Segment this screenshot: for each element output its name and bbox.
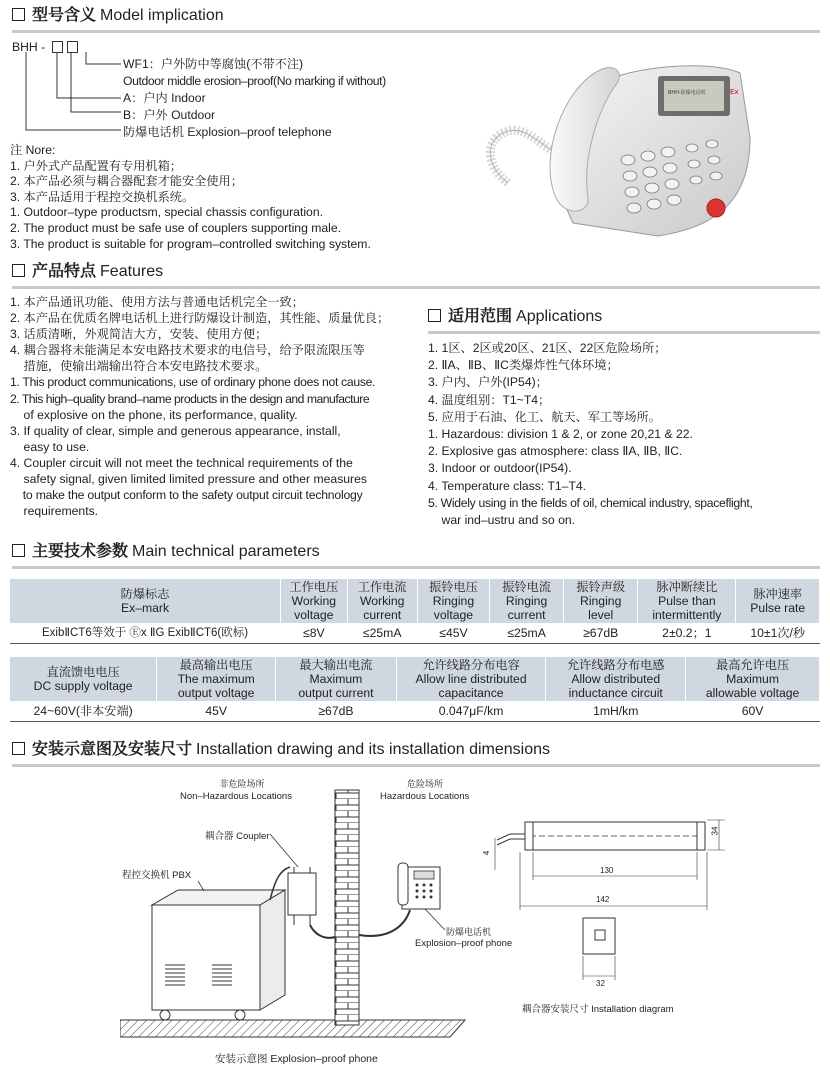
model-b-line: B：户外 Outdoor <box>123 108 216 122</box>
application-line: 2. ⅡA、ⅡB、ⅡC类爆炸性气体环境； <box>428 358 619 373</box>
phone-lcd-text: BHH-防爆电话机 <box>668 90 706 96</box>
model-code-prefix: BHH - <box>12 40 46 54</box>
table-cell: 0.047μF/km <box>396 701 546 722</box>
coupler-install-caption: 耦合器安装尺寸 Installation diagram <box>522 1004 674 1015</box>
hazardous-cn: 危险场所 <box>407 779 444 789</box>
table-row <box>10 623 820 644</box>
table-header-cell: 直流馈电电压 DC supply voltage <box>10 657 157 701</box>
table-header-cell: 允许线路分布电容 Allow line distributed capacitance <box>396 657 546 701</box>
feature-line: easy to use. <box>10 439 90 454</box>
section-applications-heading: 适用范围 Applications <box>428 307 820 327</box>
model-notes <box>10 143 371 252</box>
applications-list <box>428 340 753 529</box>
dimension-142: 142 <box>596 895 610 904</box>
feature-line: 2. This high–quality brand–name products in the design and manufacture <box>10 391 370 406</box>
application-line: 3. 户内、户外(IP54)； <box>428 375 548 390</box>
features-list <box>10 294 389 519</box>
table-header-cell: 工作电压 Working voltage <box>281 579 347 623</box>
application-line: 4. Temperature class: T1–T4. <box>428 478 587 493</box>
section-install-heading: 安装示意图及安装尺寸 Installation drawing and its installation dimensions <box>12 740 820 760</box>
feature-line: 3. 话质清晰，外观简洁大方，安装、使用方便； <box>10 327 268 342</box>
checkbox-square-icon <box>428 309 441 322</box>
table-header-cell: 最高输出电压 The maximum output voltage <box>157 657 276 701</box>
note-line: 3. The product is suitable for program–controlled switching system. <box>10 236 371 251</box>
phone-label-cn: 防爆电话机 <box>446 927 492 937</box>
application-line: 5. 应用于石油、化工、航天、军工等场所。 <box>428 409 661 424</box>
note-label: 注 Nore: <box>10 143 56 157</box>
section-features-heading: 产品特点 Features <box>12 262 820 282</box>
application-line: war ind–ustru and so on. <box>428 513 576 528</box>
note-line: 1. 户外式产品配置有专用机箱； <box>10 158 182 173</box>
feature-line: of explosive on the phone, its performance, quality. <box>10 407 298 422</box>
phone-label-en: Explosion–proof phone <box>415 938 513 949</box>
note-line: 2. 本产品必须与耦合器配套才能安全使用； <box>10 174 243 189</box>
model-a-line: A：户内 Indoor <box>123 91 206 105</box>
table-header-cell: 最高允许电压 Maximum allowable voltage <box>686 657 820 701</box>
feature-line: 4. 耦合器将未能满足本安电路技术要求的电信号，给予限流限压等 <box>10 343 365 358</box>
table-header-cell: 振铃电压 Ringing voltage <box>417 579 489 623</box>
table-cell: ≥67dB <box>276 701 397 722</box>
feature-line: 1. This product communications, use of ordinary phone does not cause. <box>10 375 376 390</box>
phone-red-button <box>707 199 725 217</box>
section-model-heading: 型号含义 Model implication <box>12 6 820 26</box>
installation-caption: 安装示意图 Explosion–proof phone <box>215 1053 378 1065</box>
checkbox-square-icon <box>12 8 25 21</box>
telephone-product-photo <box>478 48 753 248</box>
note-line: 1. Outdoor–type productsm, special chassis configuration. <box>10 205 323 220</box>
feature-line: 2. 本产品在优质名牌电话机上进行防爆设计制造，其性能、质量优良； <box>10 311 390 326</box>
table-cell: 24~60V(非本安端) <box>10 701 157 722</box>
checkbox-square-icon <box>12 544 25 557</box>
hazardous-en: Hazardous Locations <box>380 791 470 802</box>
non-hazardous-en: Non–Hazardous Locations <box>180 791 292 802</box>
feature-line: 3. If quality of clear, simple and generous appearance, install, <box>10 423 341 438</box>
table-cell: ≤25mA <box>347 623 417 644</box>
dimension-130: 130 <box>600 866 614 875</box>
dimension-4: 4 <box>482 850 492 856</box>
table-header-cell: 脉冲断续比 Pulse than intermittently <box>638 579 736 623</box>
feature-line: to make the output conform to the safety output circuit technology <box>10 488 363 503</box>
table-cell: ≤8V <box>281 623 347 644</box>
section-rule <box>12 30 820 33</box>
table-cell: ≥67dB <box>564 623 638 644</box>
application-line: 3. Indoor or outdoor(IP54). <box>428 461 572 476</box>
dimension-32: 32 <box>596 979 605 988</box>
dimension-34: 34 <box>710 826 720 836</box>
feature-line: requirements. <box>10 504 99 519</box>
note-line: 3. 本产品适用于程控交换机系统。 <box>10 189 195 204</box>
table-cell: ExibⅡCT6等效于 Ⓔx ⅡG ExibⅡCT6(欧标) <box>10 623 281 644</box>
table-cell: 45V <box>157 701 276 722</box>
checkbox-square-icon <box>12 742 25 755</box>
table-header-cell: 防爆标志 Ex–mark <box>10 579 281 623</box>
section-rule <box>428 331 820 334</box>
checkbox-square-icon <box>12 264 25 277</box>
feature-line: 措施，使输出端输出符合本安电路技术要求。 <box>10 359 268 374</box>
application-line: 1. Hazardous: division 1 & 2, or zone 20,21 & 22. <box>428 427 693 442</box>
section-rule <box>12 566 820 569</box>
coupler-label: 耦合器 Coupler <box>205 831 270 842</box>
table-cell: 60V <box>686 701 820 722</box>
table-cell: 2±0.2；1 <box>638 623 736 644</box>
table-header-cell: 脉冲速率 Pulse rate <box>736 579 820 623</box>
section-rule <box>12 764 820 767</box>
section-params-heading: 主要技术参数 Main technical parameters <box>12 542 820 562</box>
feature-line: 1. 本产品通讯功能、使用方法与普通电话机完全一致； <box>10 295 304 309</box>
table-header-cell: 允许线路分布电感 Allow distributed inductance circuit <box>546 657 686 701</box>
table-header-cell: 振铃声级 Ringing level <box>564 579 638 623</box>
table-header-cell: 最大输出电流 Maximum output current <box>276 657 397 701</box>
note-line: 2. The product must be safe use of couplers supporting male. <box>10 220 342 235</box>
non-hazardous-cn: 非危险场所 <box>219 779 265 789</box>
table-cell: 1mH/km <box>546 701 686 722</box>
table-cell: ≤25mA <box>490 623 564 644</box>
feature-line: safety signal, given limited limited pressure and other measures <box>10 472 367 487</box>
params-table-1 <box>10 579 820 644</box>
table-cell: ≤45V <box>417 623 489 644</box>
feature-line: 4. Coupler circuit will not meet the technical requirements of the <box>10 455 353 470</box>
table-header-cell: 工作电流 Working current <box>347 579 417 623</box>
installation-drawing <box>120 775 480 1050</box>
application-line: 1. 1区、2区或20区、21区、22区危险场所； <box>428 341 667 355</box>
params-table-2 <box>10 657 820 722</box>
application-line: 4. 温度组别：T1~T4； <box>428 392 551 407</box>
table-header-row <box>10 579 820 623</box>
model-bracket-lines <box>18 52 128 137</box>
model-wf1-en: Outdoor middle erosion–proof(No marking if without) <box>123 74 386 88</box>
table-header-row <box>10 657 820 701</box>
pbx-label: 程控交换机 PBX <box>122 870 192 881</box>
phone-ex-mark: Ex <box>730 88 739 96</box>
table-cell: 10±1次/秒 <box>736 623 820 644</box>
application-line: 5. Widely using in the fields of oil, chemical industry, spaceflight, <box>428 495 753 510</box>
section-rule <box>12 286 820 289</box>
application-line: 2. Explosive gas atmosphere: class ⅡA, ⅡB, ⅡC. <box>428 444 683 459</box>
model-wf1-cn: WF1：户外防中等腐蚀(不带不注) <box>123 57 304 71</box>
table-row <box>10 701 820 722</box>
model-product-line: 防爆电话机 Explosion–proof telephone <box>123 125 332 139</box>
table-header-cell: 振铃电流 Ringing current <box>490 579 564 623</box>
